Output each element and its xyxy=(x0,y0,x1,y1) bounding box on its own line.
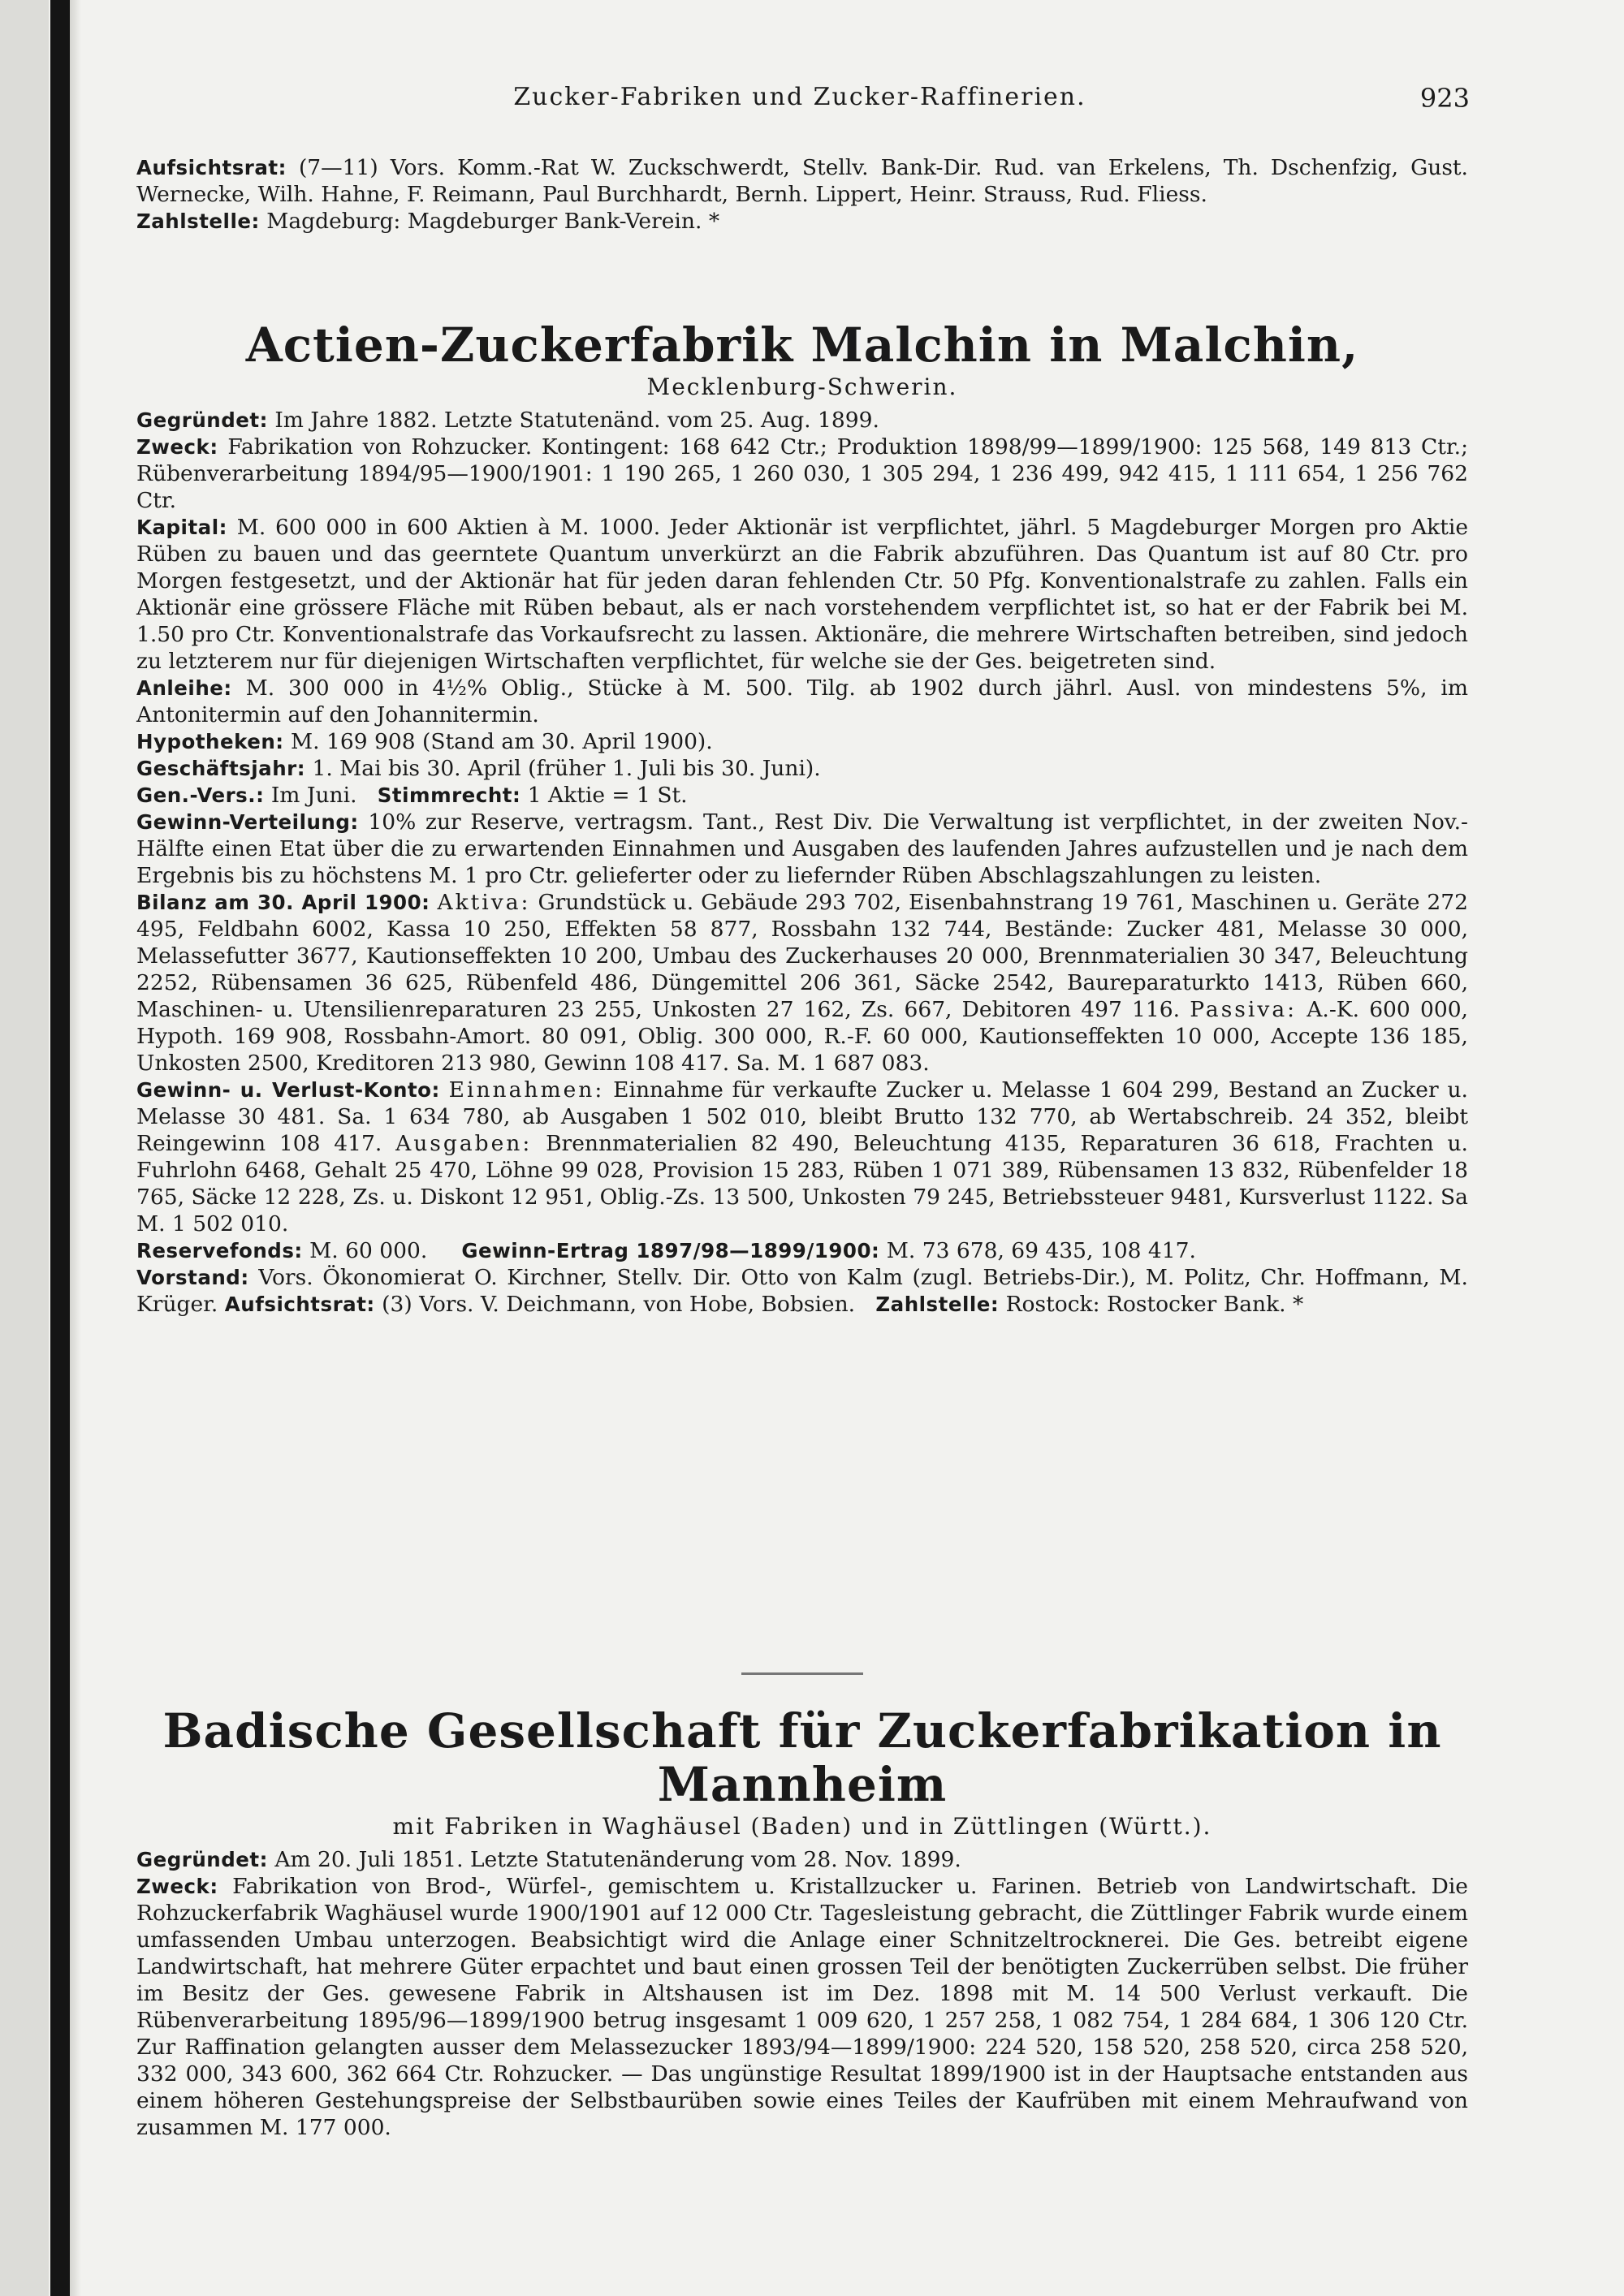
badische-gegruendet: Gegründet: Am 20. Juli 1851. Letzte Statutenänderung vom 28. Nov. 1899. xyxy=(136,1847,961,1872)
malchin-vorstand: Vorstand: Vors. Ökonomierat O. Kirchner, Stellv. Dir. Otto von Kalm (zugl. Betriebs-Dir.), M. Politz, Chr. Hoffmann, M. Krüger. Aufsichtsrat: (3) Vors. V. Deichmann, von Hobe, Bobsien. Zahlstelle: Rostock: Rostocker Bank. * xyxy=(136,1265,1468,1317)
malchin-subtitle: Mecklenburg-Schwerin. xyxy=(646,373,958,400)
malchin-geschaeftsjahr: Geschäftsjahr: 1. Mai bis 30. April (früher 1. Juli bis 30. Juni). xyxy=(136,756,821,781)
malchin-hypotheken: Hypotheken: M. 169 908 (Stand am 30. April 1900). xyxy=(136,729,713,754)
gutter-shadow xyxy=(70,0,81,2296)
malchin-bilanz: Bilanz am 30. April 1900: Aktiva: Grundstück u. Gebäude 293 702, Eisenbahnstrang 19 761, Maschinen u. Geräte 272 495, Feldbahn 6002, Kassa 10 250, Effekten 58 877, Rossbahn 132 744, Bestände: Zucker 481, Melasse 30 000, Melassefutter 3677, Kautionseffekten 10 200, Umbau des Zuckerhauses 20 000, Brennmaterialien 30 347, Beleuchtung 2252, Rübensamen 36 625, Rübenfeld 486, Düngemittel 206 361, Säcke 2542, Baureparaturkto 1413, Rüben 660, Maschinen- u. Utensilienreparaturen 23 255, Unkosten 27 162, Zs. 667, Debitoren 497 116. Passiva: A.-K. 600 000, Hypoth. 169 908, Rossbahn-Amort. 80 091, Oblig. 300 000, R.-F. 60 000, Kautionseffekten 10 000, Accepte 136 185, Unkosten 2500, Kreditoren 213 980, Gewinn 108 417. Sa. M. 1 687 083. xyxy=(136,890,1468,1076)
running-title: Zucker-Fabriken und Zucker-Raffinerien. xyxy=(513,83,1086,111)
malchin-zweck: Zweck: Fabrikation von Rohzucker. Kontingent: 168 642 Ctr.; Produktion 1898/99—1899/1900: 125 568, 149 813 Ctr.; Rübenverarbeitung 1894/95—1900/1901: 1 190 265, 1 260 030, 1 305 294, 1 236 499, 942 415, 1 111 654, 1 256 762 Ctr. xyxy=(136,434,1468,513)
section-divider xyxy=(741,1672,863,1675)
badische-zweck: Zweck: Fabrikation von Brod-, Würfel-, gemischtem u. Kristallzucker u. Farinen. Betrieb von Landwirtschaft. Die Rohzuckerfabrik Waghäusel wurde 1900/1901 auf 12 000 Ctr. Tagesleistung gebracht, die Züttlinger Fabrik wurde einem umfassenden Umbau unterzogen. Beabsichtigt wird die Anlage einer Schnitzeltrocknerei. Die Ges. betreibt eigene Landwirtschaft, hat mehrere Güter erpachtet und baut einen grossen Teil der benötigten Zuckerrüben selbst. Die früher im Besitz der Ges. gewesene Fabrik in Altshausen ist im Dez. 1898 mit M. 14 500 Verlust verkauft. Die Rübenverarbeitung 1895/96—1899/1900 betrug insgesamt 1 009 620, 1 257 258, 1 082 754, 1 284 684, 1 306 120 Ctr. Zur Raffination gelangten ausser dem Melassezucker 1893/94—1899/1900: 224 520, 158 520, 258 520, circa 258 520, 332 000, 343 600, 362 664 Ctr. Rohzucker. — Das ungünstige Resultat 1899/1900 ist in der Hauptsache entstanden aus einem höheren Gestehungspreise der Selbstbaurüben sowie eines Teiles der Kaufrüben mit einem Mehraufwand von zusammen M. 177 000. xyxy=(136,1874,1468,2140)
badische-subtitle: mit Fabriken in Waghäusel (Baden) und in Züttlingen (Württ.). xyxy=(392,1813,1212,1840)
page-number: 923 xyxy=(1419,83,1470,114)
prev-zahlstelle: Zahlstelle: Magdeburg: Magdeburger Bank-Verein. * xyxy=(136,209,720,234)
malchin-entry xyxy=(136,318,1468,1318)
previous-entry-tail xyxy=(136,154,1468,235)
badische-title: Badische Gesellschaft für Zuckerfabrikation in Mannheim xyxy=(162,1703,1442,1812)
malchin-guv: Gewinn- u. Verlust-Konto: Einnahmen: Einnahme für verkaufte Zucker u. Melasse 1 604 299, Bestand an Zucker u. Melasse 30 481. Sa. 1 634 780, ab Ausgaben 1 502 010, bleibt Brutto 132 770, ab Wertabschreib. 24 352, bleibt Reingewinn 108 417. Ausgaben: Brennmaterialien 82 490, Beleuchtung 4135, Reparaturen 36 618, Frachten u. Fuhrlohn 6468, Gehalt 25 470, Löhne 99 028, Provision 15 283, Rüben 1 071 389, Rübensamen 13 832, Rübenfelder 18 765, Säcke 12 228, Zs. u. Diskont 12 951, Oblig.-Zs. 13 500, Unkosten 79 245, Betriebssteuer 9481, Kursverlust 1122. Sa M. 1 502 010. xyxy=(136,1077,1468,1236)
malchin-kapital: Kapital: M. 600 000 in 600 Aktien à M. 1000. Jeder Aktionär ist verpflichtet, jährl. 5 Magdeburger Morgen pro Aktie Rüben zu bauen und das geerntete Quantum unverkürzt an die Fabrik abzuführen. Das Quantum ist auf 80 Ctr. pro Morgen festgesetzt, und der Aktionär hat für jeden daran fehlenden Ctr. 50 Pfg. Konventionalstrafe zu zahlen. Falls ein Aktionär eine grössere Fläche mit Rüben bebaut, als er nach vorstehendem verpflichtet ist, so hat er der Fabrik bei M. 1.50 pro Ctr. Konventionalstrafe das Vorkaufsrecht zu lassen. Aktionäre, die mehrere Wirtschaften betreiben, sind jedoch zu letzterem nur für diejenigen Wirtschaften verpflichtet, für welche sie der Ges. beigetreten sind. xyxy=(136,515,1468,674)
malchin-genvers: Gen.-Vers.: Im Juni. Stimmrecht: 1 Aktie = 1 St. xyxy=(136,783,688,808)
malchin-anleihe: Anleihe: M. 300 000 in 4½% Oblig., Stücke à M. 500. Tilg. ab 1902 durch jährl. Ausl. von mindestens 5%, im Antonitermin auf den Johannitermin. xyxy=(136,675,1468,727)
malchin-gegruendet: Gegründet: Im Jahre 1882. Letzte Statutenänd. vom 25. Aug. 1899. xyxy=(136,408,879,433)
malchin-gewinnverteilung: Gewinn-Verteilung: 10% zur Reserve, vertragsm. Tant., Rest Div. Die Verwaltung ist verpflichtet, in der zweiten Nov.-Hälfte einen Etat über die zu erwartenden Einnahmen und Ausgaben des laufenden Jahres aufzustellen und je nach dem Ergebnis bis zu höchstens M. 1 pro Ctr. gelieferter oder zu liefernder Rüben Abschlagszahlungen zu leisten. xyxy=(136,809,1468,888)
binding-shadow xyxy=(50,0,70,2296)
running-head xyxy=(130,83,1470,120)
malchin-reservefonds: Reservefonds: M. 60 000. Gewinn-Ertrag 1897/98—1899/1900: M. 73 678, 69 435, 108 417. xyxy=(136,1238,1196,1263)
badische-entry xyxy=(136,1672,1468,2141)
prev-aufsichtsrat: Aufsichtsrat: (7—11) Vors. Komm.-Rat W. Zuckschwerdt, Stellv. Bank-Dir. Rud. van Erkelens, Th. Dschenfzig, Gust. Wernecke, Wilh. Hahne, F. Reimann, Paul Burchhardt, Bernh. Lippert, Heinr. Strauss, Rud. Fliess. xyxy=(136,155,1468,207)
page-edge xyxy=(0,0,49,2296)
malchin-title: Actien-Zuckerfabrik Malchin in Malchin, xyxy=(245,317,1359,373)
